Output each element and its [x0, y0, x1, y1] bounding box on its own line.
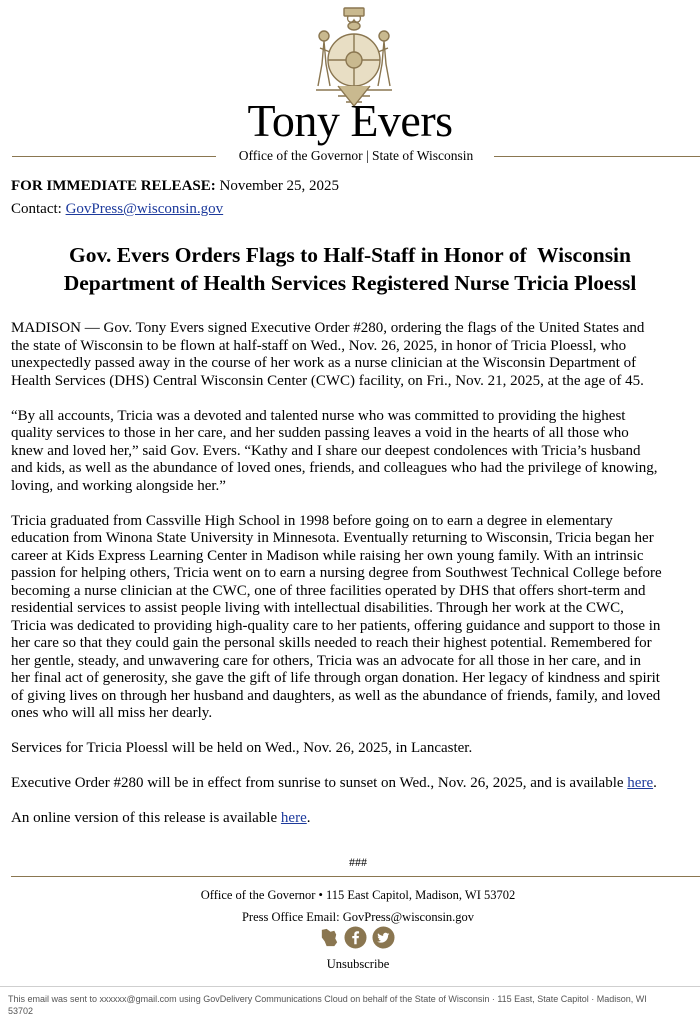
footer-address: Office of the Governor • 115 East Capitol, Madison, WI 53702: [200, 888, 516, 902]
line: the state of Wisconsin to be flown at half-staff on Wed., Nov. 26, 2025, in honor of Tricia Ploessl, who: [11, 337, 627, 354]
header-rule: [12, 148, 700, 166]
disclaimer-rule: [0, 986, 700, 987]
office-left: Office of the Governor: [238, 148, 363, 163]
line: loving, and working alongside her.”: [11, 477, 226, 494]
line: of giving lives on through her husband and daughters, as well as the abundance of friends, family, and loved: [11, 687, 661, 704]
line: passion for helping others, Tricia went on to earn a nursing degree from Southwest Technical College before: [11, 565, 662, 581]
facebook-icon[interactable]: [344, 926, 367, 949]
paragraph-4: Services for Tricia Ploessl will be held on Wed., Nov. 26, 2025, in Lancaster.: [11, 740, 473, 756]
line: MADISON — Gov. Tony Evers signed Executive Order #280, ordering the flags of the United States and: [11, 320, 645, 336]
line: ones who will all miss her dearly.: [11, 705, 213, 721]
paragraph-6: [11, 810, 700, 828]
line: and kids, as well as the abundance of loved ones, friends, and colleagues who had the privilege of knowing,: [11, 460, 658, 476]
executive-order-link[interactable]: here: [627, 775, 654, 791]
headline: [0, 241, 700, 297]
release-label: FOR IMMEDIATE RELEASE:: [11, 178, 216, 194]
release-date: November 25, 2025: [219, 178, 340, 194]
line: her gentle, steady, and unwavering care for others, Tricia was an advocate for all those in her care, and in: [11, 652, 642, 669]
wisconsin-state-icon[interactable]: [318, 926, 341, 949]
line: “By all accounts, Tricia was a devoted and talented nurse who was committed to providing the highest: [11, 407, 626, 424]
footer-rule: [11, 876, 700, 877]
delivery-disclaimer: This email was sent to xxxxxx@gmail.com using GovDelivery Communications Cloud on behalf of the State of Wisconsin · 115 East, State Capitol · Madison, WI 53702: [8, 994, 647, 1016]
release-body: [11, 320, 700, 845]
paragraph-5-end: .: [653, 775, 657, 791]
line: residential services to assist people living with intellectual disabilities. Through her work at the CWC,: [11, 600, 624, 616]
line: her final act of generosity, she gave the gift of life through organ donation. Her legacy of kindness and spirit: [11, 670, 660, 686]
header: [0, 0, 700, 170]
line: quality services to those in her care, and her sudden passing leaves a void in the hearts of all those who: [11, 425, 629, 441]
contact-line: [11, 198, 339, 221]
line: her care so that they could gain the personal skills needed to reach their highest potential. Remembered for: [11, 635, 652, 651]
office-right: State of Wisconsin: [372, 148, 474, 163]
paragraph-6-end: .: [306, 810, 311, 826]
paragraph-5-text: Executive Order #280 will be in effect from sunrise to sunset on Wed., Nov. 26, 2025, and is available: [11, 775, 628, 791]
footer-press-email: Press Office Email: GovPress@wisconsin.gov: [241, 910, 475, 924]
paragraph-6-text: An online version of this release is available: [11, 810, 281, 826]
governor-name: Tony Evers: [247, 95, 453, 146]
twitter-icon[interactable]: [372, 926, 395, 949]
release-meta: [11, 175, 339, 221]
headline-line-2: Department of Health Services Registered Nurse Tricia Ploessl: [63, 271, 637, 295]
line: Tricia graduated from Cassville High School in 1998 before going on to earn a degree in elementary: [11, 512, 613, 529]
unsubscribe-link[interactable]: Unsubscribe: [326, 957, 390, 971]
line: Health Services (DHS) Central Wisconsin Center (CWC) facility, on Fri., Nov. 21, 2025, at the age of 45.: [11, 372, 644, 389]
unsubscribe-row: [0, 957, 700, 972]
paragraph-2: [11, 408, 700, 496]
footer: [0, 884, 700, 928]
contact-label: Contact:: [11, 201, 62, 217]
headline-line-1: Gov. Evers Orders Flags to Half-Staff in Honor of Wisconsin: [68, 243, 631, 267]
end-mark: ###: [349, 855, 367, 869]
line: education from Winona State University in Minnesota. Eventually returning to Wisconsin, Tricia began her: [11, 530, 654, 546]
release-line: [11, 175, 339, 198]
line: becoming a nurse clinician at the CWC, one of three facilities operated by DHS that offers short-term and: [11, 582, 646, 599]
office-separator: |: [365, 148, 369, 163]
contact-email-link[interactable]: GovPress@wisconsin.gov: [65, 201, 224, 217]
paragraph-1: [11, 320, 700, 390]
paragraph-3: [11, 513, 700, 723]
line: knew and loved her,” said Gov. Evers. “Kathy and I share our deepest condolences with Tricia’s husband: [11, 442, 641, 459]
paragraph-5: [11, 775, 700, 793]
rule-right: [494, 156, 700, 157]
line: unexpectedly passed away in the course of her work as a nurse clinician at the Wisconsin Department of: [11, 355, 637, 371]
line: Tricia was dedicated to providing high-quality care to her patients, offering guidance and support to those in: [11, 617, 661, 634]
online-version-link[interactable]: here: [280, 810, 307, 826]
line: career at Kids Express Learning Center in Madison while raising her own young family. With an intrinsic: [11, 547, 644, 564]
